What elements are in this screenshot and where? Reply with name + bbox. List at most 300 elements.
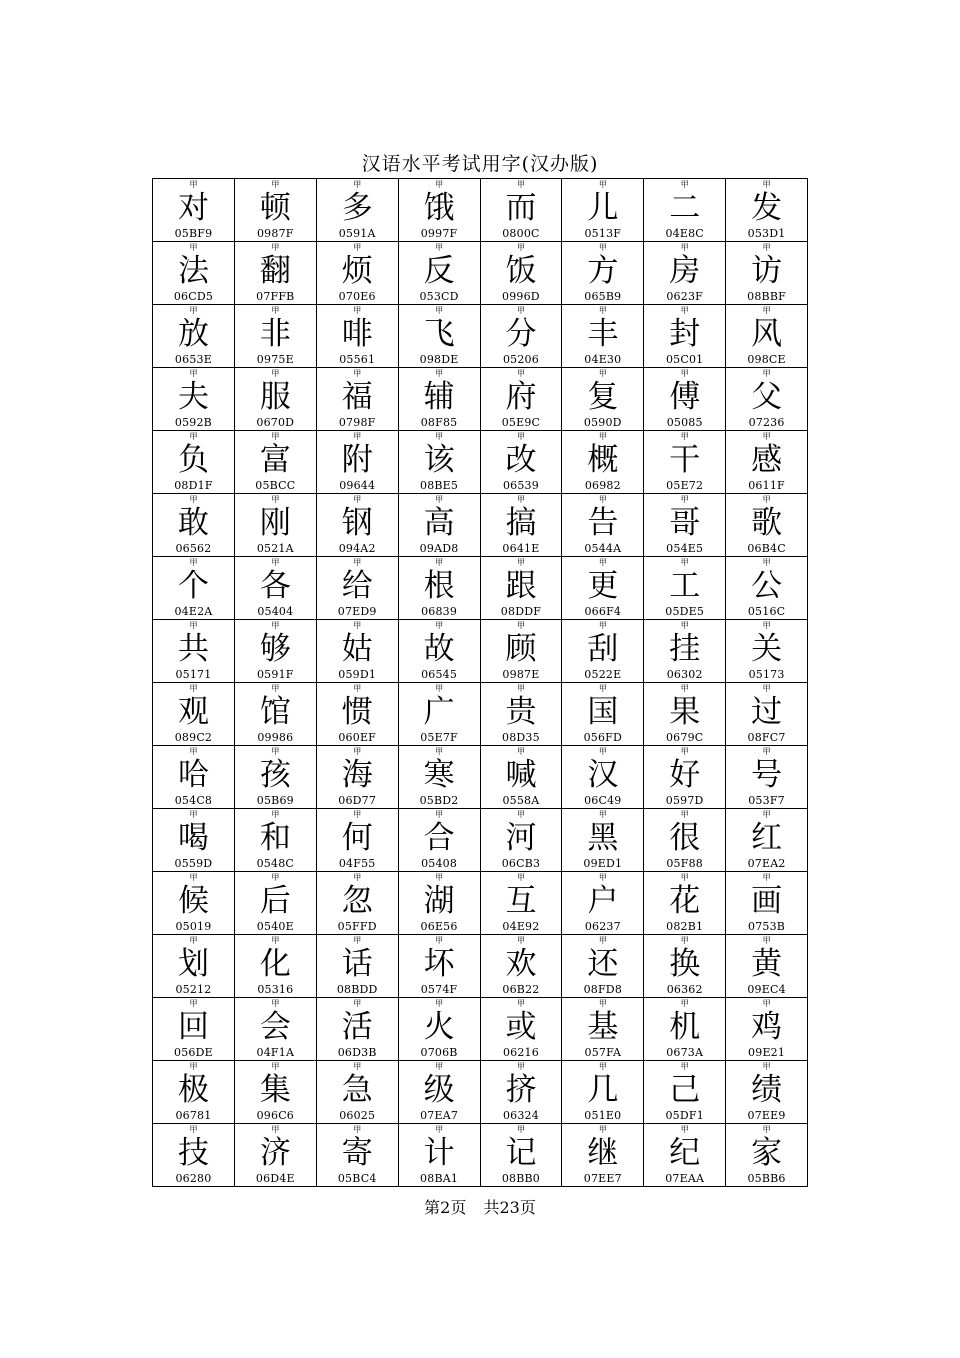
- unicode-code: 0544A: [584, 542, 622, 555]
- level-mark: 甲: [189, 243, 198, 252]
- character-cell: [562, 1124, 644, 1187]
- level-mark: 甲: [271, 999, 280, 1008]
- level-mark: 甲: [598, 936, 607, 945]
- unicode-code: 0800C: [502, 227, 540, 240]
- hanzi-character: 公: [751, 568, 783, 604]
- character-cell: [726, 1124, 808, 1187]
- character-cell: [562, 368, 644, 431]
- level-mark: 甲: [271, 495, 280, 504]
- table-row: [153, 998, 808, 1061]
- level-mark: 甲: [353, 1062, 362, 1071]
- character-cell: [644, 368, 726, 431]
- unicode-code: 0522E: [584, 668, 622, 681]
- level-mark: 甲: [598, 684, 607, 693]
- unicode-code: 0590D: [583, 416, 622, 429]
- character-cell: [153, 494, 235, 557]
- character-cell: [153, 809, 235, 872]
- unicode-code: 06B4C: [747, 542, 786, 555]
- hanzi-character: 共: [177, 631, 209, 667]
- hanzi-character: 服: [259, 379, 291, 415]
- hanzi-character: 放: [177, 316, 209, 352]
- unicode-code: 082B1: [666, 920, 704, 933]
- level-mark: 甲: [762, 810, 771, 819]
- unicode-code: 098CE: [747, 353, 786, 366]
- character-cell: [644, 683, 726, 746]
- hanzi-character: 富: [259, 442, 291, 478]
- level-mark: 甲: [516, 684, 525, 693]
- level-mark: 甲: [435, 243, 444, 252]
- unicode-code: 05085: [666, 416, 703, 429]
- hanzi-character: 反: [423, 253, 455, 289]
- character-cell: [480, 179, 562, 242]
- level-mark: 甲: [271, 180, 280, 189]
- level-mark: 甲: [271, 936, 280, 945]
- unicode-code: 05BD2: [419, 794, 459, 807]
- unicode-code: 0592B: [174, 416, 212, 429]
- character-cell: [644, 746, 726, 809]
- unicode-code: 060EF: [338, 731, 377, 744]
- unicode-code: 06CB3: [501, 857, 541, 870]
- unicode-code: 05408: [421, 857, 458, 870]
- level-mark: 甲: [680, 306, 689, 315]
- hanzi-character: 负: [177, 442, 209, 478]
- hanzi-character: 顿: [259, 190, 291, 226]
- unicode-code: 05E7F: [420, 731, 458, 744]
- hanzi-character: 告: [587, 505, 619, 541]
- hanzi-character: 饭: [505, 253, 537, 289]
- level-mark: 甲: [435, 180, 444, 189]
- hanzi-character: 风: [751, 316, 783, 352]
- hanzi-character: 过: [751, 694, 783, 730]
- character-cell: [726, 368, 808, 431]
- unicode-code: 07EAA: [665, 1172, 705, 1185]
- unicode-code: 05BF9: [174, 227, 213, 240]
- character-cell: [316, 242, 398, 305]
- character-cell: [316, 809, 398, 872]
- hanzi-character: 挂: [669, 631, 701, 667]
- table-row: [153, 242, 808, 305]
- unicode-code: 0591A: [338, 227, 376, 240]
- character-cell: [234, 1124, 316, 1187]
- character-cell: [726, 998, 808, 1061]
- hanzi-character: 挤: [505, 1072, 537, 1108]
- character-cell: [562, 746, 644, 809]
- unicode-code: 07236: [748, 416, 785, 429]
- character-cell: [234, 431, 316, 494]
- character-cell: [234, 683, 316, 746]
- level-mark: 甲: [762, 621, 771, 630]
- level-mark: 甲: [435, 306, 444, 315]
- level-mark: 甲: [516, 999, 525, 1008]
- character-cell: [316, 557, 398, 620]
- hanzi-character: 歌: [751, 505, 783, 541]
- level-mark: 甲: [598, 1062, 607, 1071]
- hanzi-character: 刮: [587, 631, 619, 667]
- unicode-code: 06545: [421, 668, 458, 681]
- unicode-code: 053D1: [747, 227, 786, 240]
- unicode-code: 04F1A: [256, 1046, 295, 1059]
- hanzi-character: 记: [505, 1135, 537, 1171]
- hanzi-character: 对: [177, 190, 209, 226]
- hanzi-character: 工: [669, 568, 701, 604]
- character-cell: [234, 620, 316, 683]
- level-mark: 甲: [516, 243, 525, 252]
- level-mark: 甲: [189, 369, 198, 378]
- hanzi-character: 概: [587, 442, 619, 478]
- level-mark: 甲: [516, 180, 525, 189]
- unicode-code: 0679C: [665, 731, 704, 744]
- character-cell: [562, 935, 644, 998]
- level-mark: 甲: [353, 180, 362, 189]
- level-mark: 甲: [680, 936, 689, 945]
- unicode-code: 06B22: [502, 983, 540, 996]
- character-cell: [562, 494, 644, 557]
- unicode-code: 098DE: [419, 353, 459, 366]
- unicode-code: 06216: [502, 1046, 539, 1059]
- unicode-code: 07ED9: [337, 605, 377, 618]
- unicode-code: 08BBF: [747, 290, 786, 303]
- character-cell: [480, 305, 562, 368]
- unicode-code: 0975E: [256, 353, 294, 366]
- unicode-code: 07EA7: [420, 1109, 459, 1122]
- unicode-code: 05DE5: [665, 605, 705, 618]
- character-cell: [644, 998, 726, 1061]
- unicode-code: 06302: [666, 668, 703, 681]
- character-cell: [480, 557, 562, 620]
- level-mark: 甲: [680, 180, 689, 189]
- level-mark: 甲: [598, 873, 607, 882]
- table-row: [153, 1124, 808, 1187]
- hanzi-character: 个: [177, 568, 209, 604]
- unicode-code: 054C8: [174, 794, 213, 807]
- table-row: [153, 809, 808, 872]
- level-mark: 甲: [516, 747, 525, 756]
- character-cell: [726, 305, 808, 368]
- unicode-code: 0548C: [256, 857, 295, 870]
- unicode-code: 06025: [339, 1109, 376, 1122]
- unicode-code: 06D77: [338, 794, 377, 807]
- character-cell: [726, 179, 808, 242]
- level-mark: 甲: [680, 684, 689, 693]
- character-cell: [316, 368, 398, 431]
- unicode-code: 06C49: [584, 794, 622, 807]
- hanzi-character: 更: [587, 568, 619, 604]
- character-cell: [153, 557, 235, 620]
- character-cell: [153, 872, 235, 935]
- hanzi-character: 化: [259, 946, 291, 982]
- hanzi-character: 各: [259, 568, 291, 604]
- hanzi-character: 姑: [341, 631, 373, 667]
- character-cell: [234, 1061, 316, 1124]
- character-cell: [644, 1124, 726, 1187]
- unicode-code: 09EC4: [747, 983, 786, 996]
- level-mark: 甲: [435, 495, 444, 504]
- hanzi-character: 法: [177, 253, 209, 289]
- level-mark: 甲: [353, 558, 362, 567]
- table-row: [153, 1061, 808, 1124]
- unicode-code: 0559D: [174, 857, 213, 870]
- level-mark: 甲: [189, 1062, 198, 1071]
- unicode-code: 0753B: [748, 920, 786, 933]
- level-mark: 甲: [353, 369, 362, 378]
- unicode-code: 056DE: [174, 1046, 213, 1059]
- unicode-code: 05561: [339, 353, 376, 366]
- hanzi-character: 而: [505, 190, 537, 226]
- character-cell: [316, 305, 398, 368]
- unicode-code: 06280: [175, 1172, 212, 1185]
- level-mark: 甲: [680, 873, 689, 882]
- unicode-code: 08FC7: [747, 731, 786, 744]
- level-mark: 甲: [598, 243, 607, 252]
- unicode-code: 0521A: [256, 542, 294, 555]
- level-mark: 甲: [680, 369, 689, 378]
- unicode-code: 05173: [748, 668, 785, 681]
- character-cell: [726, 557, 808, 620]
- character-cell: [480, 1061, 562, 1124]
- character-cell: [153, 368, 235, 431]
- character-cell: [234, 368, 316, 431]
- level-mark: 甲: [680, 495, 689, 504]
- level-mark: 甲: [271, 684, 280, 693]
- hanzi-character: 户: [587, 883, 619, 919]
- hanzi-character: 号: [751, 757, 783, 793]
- character-table-body: [153, 179, 808, 1187]
- character-cell: [644, 935, 726, 998]
- level-mark: 甲: [516, 936, 525, 945]
- hanzi-character: 房: [669, 253, 701, 289]
- character-cell: [398, 1124, 480, 1187]
- hanzi-character: 观: [177, 694, 209, 730]
- character-cell: [316, 431, 398, 494]
- unicode-code: 05019: [175, 920, 212, 933]
- unicode-code: 04E92: [502, 920, 540, 933]
- level-mark: 甲: [189, 684, 198, 693]
- level-mark: 甲: [598, 999, 607, 1008]
- unicode-code: 051E0: [584, 1109, 622, 1122]
- level-mark: 甲: [189, 432, 198, 441]
- hanzi-character: 汉: [587, 757, 619, 793]
- hanzi-character: 根: [423, 568, 455, 604]
- unicode-code: 09986: [257, 731, 294, 744]
- hanzi-character: 够: [259, 631, 291, 667]
- level-mark: 甲: [516, 369, 525, 378]
- character-cell: [726, 431, 808, 494]
- level-mark: 甲: [680, 432, 689, 441]
- unicode-code: 065B9: [584, 290, 622, 303]
- hanzi-character: 飞: [423, 316, 455, 352]
- level-mark: 甲: [271, 243, 280, 252]
- unicode-code: 053CD: [419, 290, 459, 303]
- hanzi-character: 继: [587, 1135, 619, 1171]
- level-mark: 甲: [435, 873, 444, 882]
- character-table: [152, 178, 808, 1187]
- hanzi-character: 黑: [587, 820, 619, 856]
- table-row: [153, 431, 808, 494]
- unicode-code: 09AD8: [419, 542, 459, 555]
- level-mark: 甲: [762, 873, 771, 882]
- character-cell: [153, 935, 235, 998]
- hanzi-character: 红: [751, 820, 783, 856]
- hanzi-character: 啡: [341, 316, 373, 352]
- hanzi-character: 很: [669, 820, 701, 856]
- unicode-code: 094A2: [338, 542, 376, 555]
- character-cell: [153, 305, 235, 368]
- hanzi-character: 高: [423, 505, 455, 541]
- level-mark: 甲: [516, 621, 525, 630]
- level-mark: 甲: [680, 747, 689, 756]
- hanzi-character: 非: [259, 316, 291, 352]
- hanzi-character: 互: [505, 883, 537, 919]
- level-mark: 甲: [271, 306, 280, 315]
- character-cell: [726, 935, 808, 998]
- unicode-code: 0996D: [502, 290, 540, 303]
- unicode-code: 070E6: [338, 290, 376, 303]
- unicode-code: 05BCC: [255, 479, 296, 492]
- hanzi-character: 基: [587, 1009, 619, 1045]
- level-mark: 甲: [516, 1062, 525, 1071]
- hanzi-character: 惯: [341, 694, 373, 730]
- hanzi-character: 寄: [341, 1135, 373, 1171]
- hanzi-character: 烦: [341, 253, 373, 289]
- level-mark: 甲: [598, 810, 607, 819]
- character-cell: [726, 620, 808, 683]
- hanzi-character: 辅: [423, 379, 455, 415]
- level-mark: 甲: [353, 432, 362, 441]
- unicode-code: 06324: [502, 1109, 539, 1122]
- character-cell: [480, 1124, 562, 1187]
- unicode-code: 0540E: [256, 920, 294, 933]
- unicode-code: 0653E: [174, 353, 212, 366]
- level-mark: 甲: [435, 558, 444, 567]
- level-mark: 甲: [598, 369, 607, 378]
- character-cell: [398, 494, 480, 557]
- unicode-code: 06D4E: [255, 1172, 295, 1185]
- hanzi-character: 国: [587, 694, 619, 730]
- character-cell: [480, 368, 562, 431]
- unicode-code: 08BE5: [420, 479, 459, 492]
- level-mark: 甲: [353, 684, 362, 693]
- level-mark: 甲: [598, 306, 607, 315]
- unicode-code: 0641E: [502, 542, 540, 555]
- character-cell: [644, 242, 726, 305]
- hanzi-character: 二: [669, 190, 701, 226]
- hanzi-character: 急: [341, 1072, 373, 1108]
- level-mark: 甲: [189, 180, 198, 189]
- unicode-code: 06781: [175, 1109, 212, 1122]
- unicode-code: 09ED1: [583, 857, 623, 870]
- character-cell: [153, 620, 235, 683]
- hanzi-character: 喊: [505, 757, 537, 793]
- hanzi-character: 方: [587, 253, 619, 289]
- unicode-code: 0623F: [666, 290, 703, 303]
- unicode-code: 06E56: [420, 920, 458, 933]
- level-mark: 甲: [680, 621, 689, 630]
- character-cell: [153, 998, 235, 1061]
- level-mark: 甲: [762, 999, 771, 1008]
- table-row: [153, 872, 808, 935]
- level-mark: 甲: [516, 873, 525, 882]
- unicode-code: 07EE9: [747, 1109, 786, 1122]
- level-mark: 甲: [353, 810, 362, 819]
- unicode-code: 0597D: [665, 794, 704, 807]
- level-mark: 甲: [680, 1062, 689, 1071]
- character-cell: [480, 935, 562, 998]
- character-cell: [562, 557, 644, 620]
- level-mark: 甲: [516, 1125, 525, 1134]
- unicode-code: 07EE7: [583, 1172, 622, 1185]
- character-cell: [562, 431, 644, 494]
- character-cell: [234, 998, 316, 1061]
- level-mark: 甲: [189, 558, 198, 567]
- hanzi-character: 坏: [423, 946, 455, 982]
- level-mark: 甲: [680, 558, 689, 567]
- hanzi-character: 分: [505, 316, 537, 352]
- hanzi-character: 合: [423, 820, 455, 856]
- level-mark: 甲: [598, 1125, 607, 1134]
- character-cell: [153, 179, 235, 242]
- unicode-code: 06CD5: [173, 290, 214, 303]
- hanzi-character: 河: [505, 820, 537, 856]
- level-mark: 甲: [435, 1062, 444, 1071]
- character-cell: [316, 746, 398, 809]
- unicode-code: 0516C: [747, 605, 786, 618]
- hanzi-character: 跟: [505, 568, 537, 604]
- hanzi-character: 好: [669, 757, 701, 793]
- unicode-code: 05BC4: [337, 1172, 377, 1185]
- character-cell: [726, 242, 808, 305]
- level-mark: 甲: [353, 747, 362, 756]
- level-mark: 甲: [435, 432, 444, 441]
- level-mark: 甲: [516, 495, 525, 504]
- table-row: [153, 683, 808, 746]
- level-mark: 甲: [680, 1125, 689, 1134]
- character-cell: [644, 872, 726, 935]
- character-cell: [644, 494, 726, 557]
- hanzi-character: 寒: [423, 757, 455, 793]
- character-cell: [398, 746, 480, 809]
- page-total: 共23页: [483, 1198, 536, 1217]
- character-cell: [316, 179, 398, 242]
- hanzi-character: 夫: [177, 379, 209, 415]
- hanzi-character: 发: [751, 190, 783, 226]
- page-title: 汉语水平考试用字(汉办版): [361, 153, 599, 175]
- level-mark: 甲: [189, 747, 198, 756]
- level-mark: 甲: [189, 495, 198, 504]
- hanzi-character: 父: [751, 379, 783, 415]
- character-cell: [644, 179, 726, 242]
- unicode-code: 05B69: [256, 794, 294, 807]
- character-cell: [398, 683, 480, 746]
- character-cell: [398, 305, 480, 368]
- hanzi-character: 集: [259, 1072, 291, 1108]
- unicode-code: 06539: [502, 479, 539, 492]
- hanzi-character: 附: [341, 442, 373, 478]
- unicode-code: 05FFD: [337, 920, 377, 933]
- unicode-code: 08BA1: [420, 1172, 459, 1185]
- table-row: [153, 368, 808, 431]
- table-row: [153, 179, 808, 242]
- character-cell: [398, 872, 480, 935]
- character-cell: [480, 242, 562, 305]
- level-mark: 甲: [353, 621, 362, 630]
- hanzi-character: 济: [259, 1135, 291, 1171]
- hanzi-character: 换: [669, 946, 701, 982]
- hanzi-character: 会: [259, 1009, 291, 1045]
- unicode-code: 08F85: [420, 416, 458, 429]
- level-mark: 甲: [353, 243, 362, 252]
- level-mark: 甲: [353, 999, 362, 1008]
- hanzi-character: 话: [341, 946, 373, 982]
